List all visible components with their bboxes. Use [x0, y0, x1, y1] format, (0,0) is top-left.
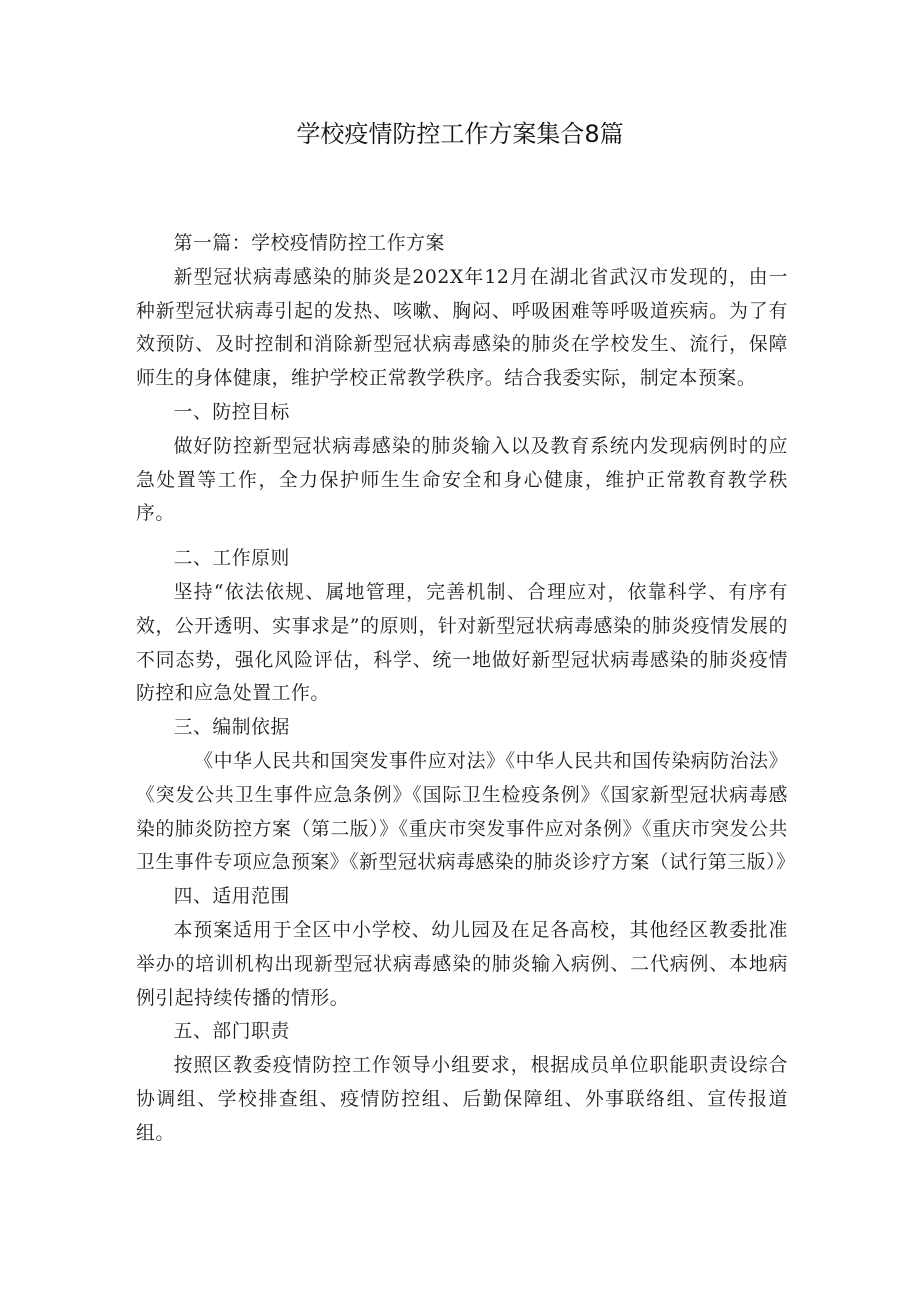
section-heading-goals: 一、防控目标: [173, 401, 290, 423]
scope-paragraph: 本预案适用于全区中小学校、幼儿园及在足各高校，其他经区教委批准举办的培训机构出现新型冠状病毒感染的肺炎输入病例、二代病例、本地病例引起持续传播的情形。: [136, 919, 788, 1009]
intro-paragraph: 新型冠状病毒感染的肺炎是202X年12月在湖北省武汉市发现的，由一种新型冠状病毒引起的发热、咳嗽、胸闷、呼吸困难等呼吸道疾病。为了有效预防、及时控制和消除新型冠状病毒感染的肺炎在学校发生、流行，保障师生的身体健康，维护学校正常教学秩序。结合我委实际，制定本预案。: [136, 266, 788, 390]
responsibilities-paragraph: 按照区教委疫情防控工作领导小组要求，根据成员单位职能职责设综合协调组、学校排查组、疫情防控组、后勤保障组、外事联络组、宣传报道组。: [136, 1055, 788, 1144]
section-heading-scope: 四、适用范围: [173, 886, 290, 908]
goals-paragraph: 做好防控新型冠状病毒感染的肺炎输入以及教育系统内发现病例时的应急处置等工作，全力保护师生生命安全和身心健康，维护正常教育教学秩序。: [136, 435, 788, 525]
section-heading-basis: 三、编制依据: [173, 717, 290, 739]
document-body: [136, 227, 796, 1151]
principles-paragraph: 坚持“依法依规、属地管理，完善机制、合理应对，依靠科学、有序有效，公开透明、实事求是”的原则，针对新型冠状病毒感染的肺炎疫情发展的不同态势，强化风险评估，科学、统一地做好新型冠状病毒感染的肺炎疫情防控和应急处置工作。: [136, 581, 788, 705]
section-heading-responsibilities: 五、部门职责: [173, 1021, 290, 1043]
basis-paragraph: 《中华人民共和国突发事件应对法》《中华人民共和国传染病防治法》《突发公共卫生事件应急条例》《国际卫生检疫条例》《国家新型冠状病毒感染的肺炎防控方案（第二版）》《重庆市突发事件应对条例》《重庆市突发公共卫生事件专项应急预案》《新型冠状病毒感染的肺炎诊疗方案（试行第三版）》: [136, 750, 796, 874]
section-heading-principles: 二、工作原则: [173, 548, 290, 570]
document-title: 学校疫情防控工作方案集合8篇: [296, 120, 624, 148]
section-heading-part-one: 第一篇：学校疫情防控工作方案: [173, 233, 445, 254]
